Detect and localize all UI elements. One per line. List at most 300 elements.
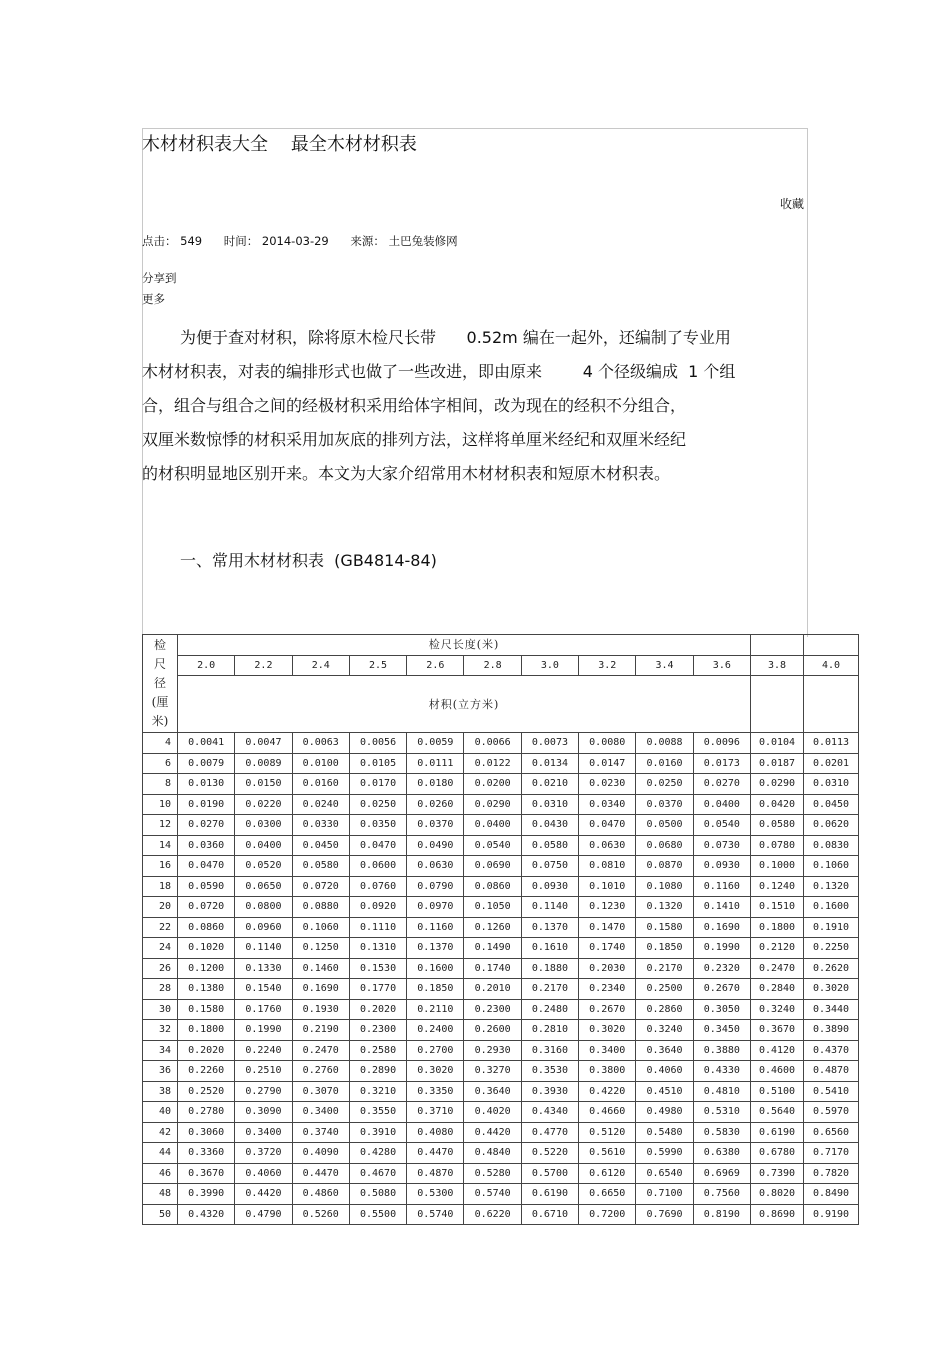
volume-cell: 0.0063 [292, 733, 349, 754]
volume-cell: 0.1600 [804, 897, 859, 918]
volume-cell: 0.0066 [464, 733, 521, 754]
volume-cell: 0.0310 [521, 794, 578, 815]
length-cell: 3.8 [751, 655, 804, 676]
volume-cell: 0.1230 [579, 897, 636, 918]
table-row [143, 856, 859, 877]
volume-cell: 0.6190 [521, 1184, 578, 1205]
diameter-cell: 14 [143, 835, 178, 856]
collect-link[interactable]: 收藏 [779, 197, 804, 211]
length-cell: 3.2 [579, 655, 636, 676]
volume-cell: 0.1580 [636, 917, 693, 938]
volume-cell: 0.2320 [693, 958, 750, 979]
volume-cell: 0.0260 [407, 794, 464, 815]
volume-cell: 0.3400 [235, 1122, 292, 1143]
volume-cell: 0.5740 [464, 1184, 521, 1205]
volume-cell: 0.6190 [751, 1122, 804, 1143]
length-header: 检尺长度(米) [178, 635, 751, 656]
volume-cell: 0.2840 [751, 979, 804, 1000]
volume-cell: 0.4120 [751, 1040, 804, 1061]
volume-cell: 0.5970 [804, 1102, 859, 1123]
volume-cell: 0.2470 [292, 1040, 349, 1061]
volume-cell: 0.6540 [636, 1163, 693, 1184]
volume-cell: 0.1160 [693, 876, 750, 897]
diameter-cell: 6 [143, 753, 178, 774]
volume-cell: 0.5610 [579, 1143, 636, 1164]
table-row [143, 815, 859, 836]
volume-cell: 0.1580 [178, 999, 235, 1020]
volume-cell: 0.2110 [407, 999, 464, 1020]
diameter-cell: 4 [143, 733, 178, 754]
volume-cell: 0.1020 [178, 938, 235, 959]
volume-cell: 0.2120 [751, 938, 804, 959]
volume-cell: 0.4870 [804, 1061, 859, 1082]
volume-cell: 0.0270 [178, 815, 235, 836]
volume-cell: 0.7170 [804, 1143, 859, 1164]
volume-cell: 0.2790 [235, 1081, 292, 1102]
volume-cell: 0.4090 [292, 1143, 349, 1164]
volume-table [142, 634, 859, 1225]
volume-cell: 0.1690 [693, 917, 750, 938]
volume-cell: 0.0810 [579, 856, 636, 877]
volume-cell: 0.0111 [407, 753, 464, 774]
volume-cell: 0.0540 [693, 815, 750, 836]
diameter-cell: 8 [143, 774, 178, 795]
table-row [143, 1081, 859, 1102]
volume-cell: 0.0134 [521, 753, 578, 774]
volume-cell: 0.2700 [407, 1040, 464, 1061]
volume-cell: 0.3070 [292, 1081, 349, 1102]
volume-cell: 0.4220 [579, 1081, 636, 1102]
volume-cell: 0.0096 [693, 733, 750, 754]
length-cell: 2.2 [235, 655, 292, 676]
volume-cell: 0.2010 [464, 979, 521, 1000]
volume-cell: 0.6969 [693, 1163, 750, 1184]
volume-cell: 0.1310 [349, 938, 406, 959]
table-row [143, 1163, 859, 1184]
volume-cell: 0.0059 [407, 733, 464, 754]
volume-cell: 0.4280 [349, 1143, 406, 1164]
blank-cell [751, 635, 804, 656]
volume-cell: 0.3800 [579, 1061, 636, 1082]
volume-cell: 0.0860 [178, 917, 235, 938]
volume-cell: 0.2470 [751, 958, 804, 979]
volume-cell: 0.3720 [235, 1143, 292, 1164]
diameter-cell: 20 [143, 897, 178, 918]
paragraph-line-2: 木材材积表，对表的编排形式也做了一些改进，即由原来 4 个径级编成 1 个组 [142, 362, 736, 381]
length-cell: 4.0 [804, 655, 859, 676]
volume-cell: 0.2020 [349, 999, 406, 1020]
volume-cell: 0.3090 [235, 1102, 292, 1123]
volume-cell: 0.9190 [804, 1204, 859, 1225]
paragraph-line-3: 合，组合与组合之间的经极材积采用给体字相间，改为现在的经积不分组合， [142, 396, 687, 415]
volume-cell: 0.1240 [751, 876, 804, 897]
length-cell: 2.0 [178, 655, 235, 676]
volume-cell: 0.0970 [407, 897, 464, 918]
volume-cell: 0.1740 [464, 958, 521, 979]
volume-cell: 0.0520 [235, 856, 292, 877]
volume-cell: 0.7820 [804, 1163, 859, 1184]
volume-cell: 0.0680 [636, 835, 693, 856]
volume-cell: 0.2300 [464, 999, 521, 1020]
volume-cell: 0.0930 [693, 856, 750, 877]
table-row [143, 835, 859, 856]
volume-cell: 0.1910 [804, 917, 859, 938]
volume-cell: 0.1800 [178, 1020, 235, 1041]
more-link[interactable]: 更多 [142, 292, 165, 306]
volume-cell: 0.3210 [349, 1081, 406, 1102]
volume-cell: 0.1460 [292, 958, 349, 979]
volume-cell: 0.4790 [235, 1204, 292, 1225]
volume-cell: 0.0041 [178, 733, 235, 754]
volume-cell: 0.5410 [804, 1081, 859, 1102]
volume-cell: 0.0100 [292, 753, 349, 774]
table-row [143, 999, 859, 1020]
volume-cell: 0.4330 [693, 1061, 750, 1082]
diameter-cell: 28 [143, 979, 178, 1000]
table-row [143, 897, 859, 918]
table-row [143, 774, 859, 795]
volume-cell: 0.0470 [349, 835, 406, 856]
volume-cell: 0.0147 [579, 753, 636, 774]
volume-cell: 0.2480 [521, 999, 578, 1020]
length-cell: 2.8 [464, 655, 521, 676]
volume-cell: 0.1740 [579, 938, 636, 959]
volume-header: 材积(立方米) [178, 676, 751, 733]
volume-cell: 0.6220 [464, 1204, 521, 1225]
volume-cell: 0.0180 [407, 774, 464, 795]
length-cell: 2.6 [407, 655, 464, 676]
volume-cell: 0.2520 [178, 1081, 235, 1102]
volume-cell: 0.6380 [693, 1143, 750, 1164]
volume-cell: 0.2170 [521, 979, 578, 1000]
diameter-cell: 18 [143, 876, 178, 897]
volume-cell: 0.1990 [235, 1020, 292, 1041]
volume-cell: 0.0250 [349, 794, 406, 815]
article-meta [142, 233, 476, 249]
volume-cell: 0.1880 [521, 958, 578, 979]
volume-cell: 0.0870 [636, 856, 693, 877]
volume-cell: 0.2400 [407, 1020, 464, 1041]
volume-cell: 0.0370 [636, 794, 693, 815]
table-row [143, 917, 859, 938]
volume-cell: 0.2340 [579, 979, 636, 1000]
volume-cell: 0.1850 [636, 938, 693, 959]
volume-cell: 0.5640 [751, 1102, 804, 1123]
volume-cell: 0.0370 [407, 815, 464, 836]
table-row [143, 876, 859, 897]
volume-cell: 0.0079 [178, 753, 235, 774]
volume-cell: 0.2510 [235, 1061, 292, 1082]
volume-cell: 0.0201 [804, 753, 859, 774]
volume-cell: 0.3020 [579, 1020, 636, 1041]
volume-cell: 0.0190 [178, 794, 235, 815]
volume-cell: 0.4600 [751, 1061, 804, 1082]
volume-cell: 0.0470 [579, 815, 636, 836]
volume-cell: 0.5480 [636, 1122, 693, 1143]
volume-cell: 0.4870 [407, 1163, 464, 1184]
volume-cell: 0.0270 [693, 774, 750, 795]
volume-cell: 0.3020 [407, 1061, 464, 1082]
volume-cell: 0.3890 [804, 1020, 859, 1041]
volume-cell: 0.3670 [751, 1020, 804, 1041]
volume-cell: 0.0400 [693, 794, 750, 815]
volume-cell: 0.4510 [636, 1081, 693, 1102]
volume-cell: 0.0650 [235, 876, 292, 897]
volume-cell: 0.0160 [292, 774, 349, 795]
volume-cell: 0.4060 [636, 1061, 693, 1082]
volume-cell: 0.1140 [235, 938, 292, 959]
volume-cell: 0.1320 [636, 897, 693, 918]
volume-cell: 0.0690 [464, 856, 521, 877]
volume-cell: 0.3710 [407, 1102, 464, 1123]
volume-cell: 0.5830 [693, 1122, 750, 1143]
volume-cell: 0.0720 [178, 897, 235, 918]
table-row [143, 733, 859, 754]
volume-cell: 0.0056 [349, 733, 406, 754]
volume-cell: 0.1260 [464, 917, 521, 938]
volume-cell: 0.1160 [407, 917, 464, 938]
volume-cell: 0.2670 [693, 979, 750, 1000]
volume-cell: 0.0113 [804, 733, 859, 754]
length-cell: 2.5 [349, 655, 406, 676]
volume-cell: 0.0880 [292, 897, 349, 918]
volume-cell: 0.0780 [751, 835, 804, 856]
volume-cell: 0.1610 [521, 938, 578, 959]
volume-cell: 0.1330 [235, 958, 292, 979]
volume-cell: 0.4420 [235, 1184, 292, 1205]
volume-cell: 0.6560 [804, 1122, 859, 1143]
volume-cell: 0.0122 [464, 753, 521, 774]
table-row [143, 1102, 859, 1123]
table-row [143, 1122, 859, 1143]
volume-cell: 0.0400 [464, 815, 521, 836]
volume-cell: 0.0290 [464, 794, 521, 815]
volume-cell: 0.0800 [235, 897, 292, 918]
volume-cell: 0.3240 [636, 1020, 693, 1041]
volume-cell: 0.1380 [178, 979, 235, 1000]
volume-cell: 0.0105 [349, 753, 406, 774]
volume-cell: 0.2810 [521, 1020, 578, 1041]
volume-cell: 0.5100 [751, 1081, 804, 1102]
volume-cell: 0.1410 [693, 897, 750, 918]
volume-cell: 0.4340 [521, 1102, 578, 1123]
volume-cell: 0.2500 [636, 979, 693, 1000]
volume-cell: 0.4860 [292, 1184, 349, 1205]
volume-cell: 0.3350 [407, 1081, 464, 1102]
table-row [143, 979, 859, 1000]
volume-cell: 0.5280 [464, 1163, 521, 1184]
volume-cell: 0.0580 [751, 815, 804, 836]
volume-cell: 0.0104 [751, 733, 804, 754]
volume-cell: 0.1800 [751, 917, 804, 938]
volume-cell: 0.3270 [464, 1061, 521, 1082]
volume-cell: 0.3400 [579, 1040, 636, 1061]
volume-cell: 0.5300 [407, 1184, 464, 1205]
table-row [143, 1040, 859, 1061]
volume-cell: 0.2670 [579, 999, 636, 1020]
diameter-cell: 26 [143, 958, 178, 979]
volume-cell: 0.2300 [349, 1020, 406, 1041]
volume-cell: 0.3240 [751, 999, 804, 1020]
volume-cell: 0.7200 [579, 1204, 636, 1225]
volume-cell: 0.3020 [804, 979, 859, 1000]
volume-cell: 0.4020 [464, 1102, 521, 1123]
volume-cell: 0.7560 [693, 1184, 750, 1205]
volume-cell: 0.0340 [579, 794, 636, 815]
volume-cell: 0.3640 [636, 1040, 693, 1061]
length-cell: 2.4 [292, 655, 349, 676]
volume-cell: 0.0750 [521, 856, 578, 877]
volume-cell: 0.2190 [292, 1020, 349, 1041]
volume-cell: 0.3440 [804, 999, 859, 1020]
volume-cell: 0.0220 [235, 794, 292, 815]
volume-cell: 0.5310 [693, 1102, 750, 1123]
volume-cell: 0.0830 [804, 835, 859, 856]
volume-cell: 0.5990 [636, 1143, 693, 1164]
volume-cell: 0.1930 [292, 999, 349, 1020]
volume-cell: 0.0250 [636, 774, 693, 795]
volume-cell: 0.7100 [636, 1184, 693, 1205]
volume-cell: 0.2240 [235, 1040, 292, 1061]
volume-cell: 0.7390 [751, 1163, 804, 1184]
volume-cell: 0.0088 [636, 733, 693, 754]
volume-cell: 0.2760 [292, 1061, 349, 1082]
diameter-cell: 46 [143, 1163, 178, 1184]
volume-cell: 0.8190 [693, 1204, 750, 1225]
table-row [143, 1184, 859, 1205]
volume-cell: 0.3550 [349, 1102, 406, 1123]
table-row [143, 794, 859, 815]
blank-cell [804, 635, 859, 656]
volume-cell: 0.5120 [579, 1122, 636, 1143]
volume-cell: 0.0930 [521, 876, 578, 897]
volume-cell: 0.4840 [464, 1143, 521, 1164]
volume-cell: 0.3670 [178, 1163, 235, 1184]
length-cell: 3.6 [693, 655, 750, 676]
volume-cell: 0.0630 [407, 856, 464, 877]
volume-cell: 0.1690 [292, 979, 349, 1000]
volume-cell: 0.0170 [349, 774, 406, 795]
meta-time: 时间： 2014-03-29 [223, 234, 329, 248]
volume-cell: 0.0590 [178, 876, 235, 897]
volume-cell: 0.4060 [235, 1163, 292, 1184]
volume-cell: 0.0790 [407, 876, 464, 897]
volume-cell: 0.3740 [292, 1122, 349, 1143]
volume-cell: 0.0310 [804, 774, 859, 795]
volume-cell: 0.0430 [521, 815, 578, 836]
volume-cell: 0.0160 [636, 753, 693, 774]
meta-source: 来源： 土巴兔装修网 [350, 234, 458, 248]
length-cell: 3.0 [521, 655, 578, 676]
table-row [143, 938, 859, 959]
volume-cell: 0.1060 [804, 856, 859, 877]
volume-cell: 0.0630 [579, 835, 636, 856]
volume-cell: 0.0130 [178, 774, 235, 795]
volume-cell: 0.4980 [636, 1102, 693, 1123]
volume-cell: 0.0730 [693, 835, 750, 856]
volume-cell: 0.0200 [464, 774, 521, 795]
diameter-cell: 30 [143, 999, 178, 1020]
diameter-cell: 48 [143, 1184, 178, 1205]
volume-cell: 0.0240 [292, 794, 349, 815]
volume-cell: 0.2890 [349, 1061, 406, 1082]
volume-cell: 0.0230 [579, 774, 636, 795]
volume-cell: 0.0920 [349, 897, 406, 918]
volume-cell: 0.0580 [292, 856, 349, 877]
volume-cell: 0.0300 [235, 815, 292, 836]
volume-cell: 0.3400 [292, 1102, 349, 1123]
length-cell: 3.4 [636, 655, 693, 676]
volume-cell: 0.1370 [407, 938, 464, 959]
table-row [143, 1020, 859, 1041]
table-row [143, 1143, 859, 1164]
volume-cell: 0.0860 [464, 876, 521, 897]
section-heading: 一、常用木材材积表 (GB4814-84) [180, 551, 437, 570]
volume-cell: 0.1600 [407, 958, 464, 979]
volume-cell: 0.3640 [464, 1081, 521, 1102]
volume-cell: 0.1250 [292, 938, 349, 959]
volume-cell: 0.0400 [235, 835, 292, 856]
volume-cell: 0.0089 [235, 753, 292, 774]
volume-cell: 0.2780 [178, 1102, 235, 1123]
volume-cell: 0.3450 [693, 1020, 750, 1041]
volume-cell: 0.2860 [636, 999, 693, 1020]
volume-cell: 0.3530 [521, 1061, 578, 1082]
volume-cell: 0.0600 [349, 856, 406, 877]
diameter-cell: 38 [143, 1081, 178, 1102]
volume-cell: 0.4320 [178, 1204, 235, 1225]
meta-clicks: 点击： 549 [142, 234, 203, 248]
diameter-cell: 12 [143, 815, 178, 836]
volume-cell: 0.1760 [235, 999, 292, 1020]
volume-cell: 0.4420 [464, 1122, 521, 1143]
volume-cell: 0.0620 [804, 815, 859, 836]
volume-cell: 0.4370 [804, 1040, 859, 1061]
diameter-cell: 50 [143, 1204, 178, 1225]
table-row [143, 753, 859, 774]
volume-cell: 0.2600 [464, 1020, 521, 1041]
volume-cell: 0.4770 [521, 1122, 578, 1143]
volume-cell: 0.2020 [178, 1040, 235, 1061]
volume-cell: 0.1510 [751, 897, 804, 918]
paragraph-line-1: 为便于查对材积，除将原木检尺长带 0.52m 编在一起外，还编制了专业用 [180, 328, 731, 347]
table-row [143, 1204, 859, 1225]
table-lengths-row [143, 655, 859, 676]
volume-cell: 0.0540 [464, 835, 521, 856]
volume-cell: 0.2250 [804, 938, 859, 959]
volume-cell: 0.3910 [349, 1122, 406, 1143]
volume-cell: 0.6650 [579, 1184, 636, 1205]
volume-cell: 0.6710 [521, 1204, 578, 1225]
table-header-row [143, 635, 859, 656]
volume-cell: 0.5220 [521, 1143, 578, 1164]
volume-cell: 0.0720 [292, 876, 349, 897]
share-link[interactable]: 分享到 [142, 271, 177, 285]
volume-cell: 0.5260 [292, 1204, 349, 1225]
volume-cell: 0.4810 [693, 1081, 750, 1102]
paragraph-line-5: 的材积明显地区别开来。本文为大家介绍常用木材材积表和短原木材积表。 [142, 464, 671, 483]
volume-cell: 0.8690 [751, 1204, 804, 1225]
volume-cell: 0.2620 [804, 958, 859, 979]
volume-cell: 0.0330 [292, 815, 349, 836]
blank-cell [804, 676, 859, 733]
volume-cell: 0.0960 [235, 917, 292, 938]
volume-cell: 0.3160 [521, 1040, 578, 1061]
volume-cell: 0.1010 [579, 876, 636, 897]
volume-cell: 0.3930 [521, 1081, 578, 1102]
volume-cell: 0.1140 [521, 897, 578, 918]
volume-cell: 0.0360 [178, 835, 235, 856]
